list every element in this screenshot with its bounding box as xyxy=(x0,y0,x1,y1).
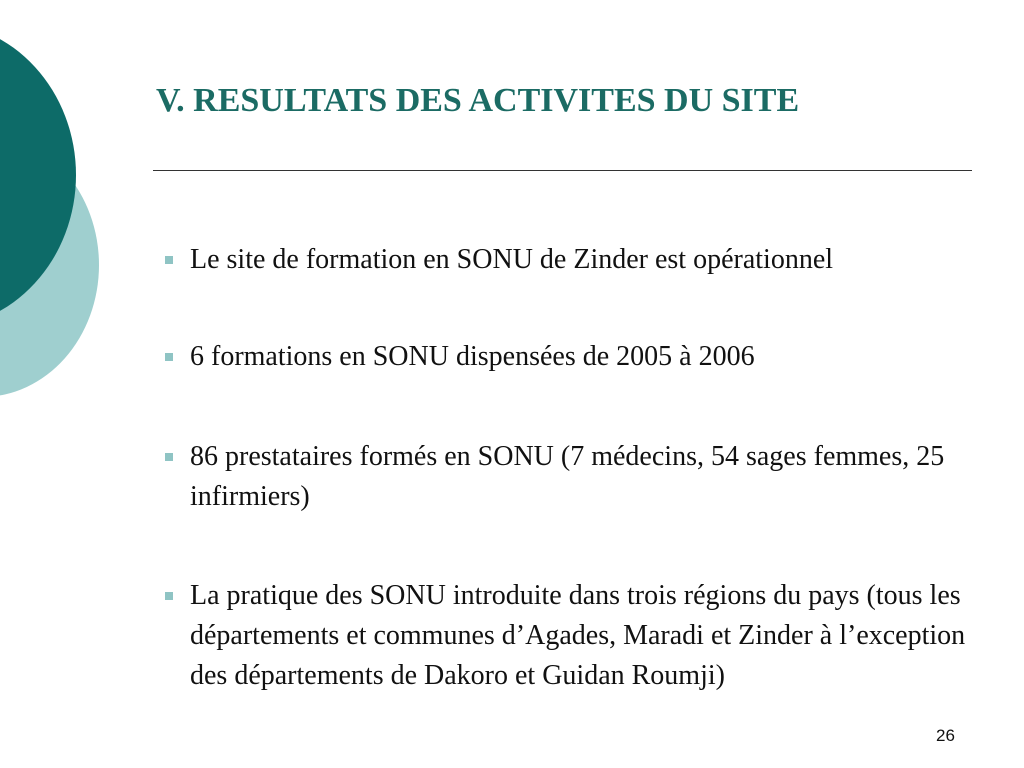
bullet-text: La pratique des SONU introduite dans trois régions du pays (tous les départements et communes d’Agades, Maradi et Zinder à l’exception des départements de Dakoro et Guidan Roumji) xyxy=(190,580,966,691)
bullet-text: 6 formations en SONU dispensées de 2005 à 2006 xyxy=(190,341,755,372)
square-bullet-icon xyxy=(165,453,173,461)
bullet-item xyxy=(165,240,975,280)
bullet-item xyxy=(165,437,975,517)
square-bullet-icon xyxy=(165,353,173,361)
slide-title: V. RESULTATS DES ACTIVITES DU SITE xyxy=(156,82,800,119)
bullet-item xyxy=(165,576,975,696)
bullet-text: Le site de formation en SONU de Zinder est opérationnel xyxy=(190,244,834,275)
square-bullet-icon xyxy=(165,592,173,600)
square-bullet-icon xyxy=(165,256,173,264)
bullet-item xyxy=(165,337,975,377)
page-number: 26 xyxy=(936,726,955,745)
title-divider xyxy=(153,170,972,171)
bullet-text: 86 prestataires formés en SONU (7 médecins, 54 sages femmes, 25 infirmiers) xyxy=(190,441,945,512)
